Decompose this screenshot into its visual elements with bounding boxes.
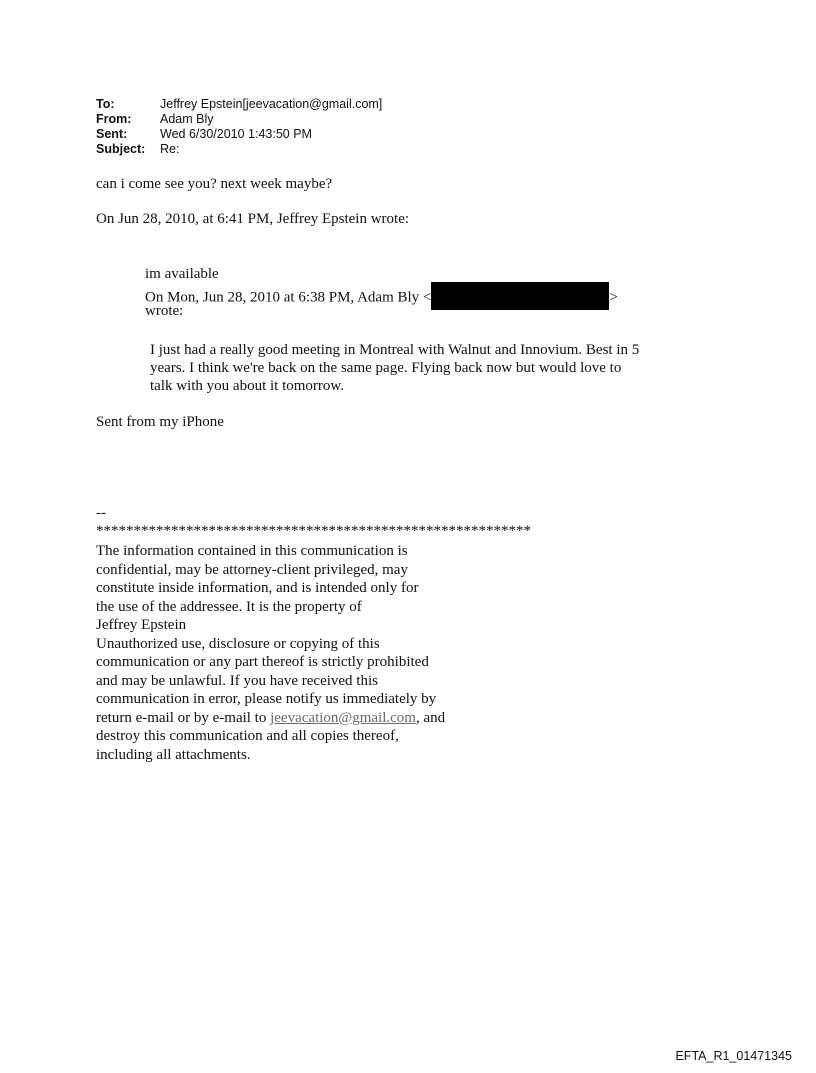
subject-row [96,142,382,157]
document-id: EFTA_R1_01471345 [675,1049,792,1063]
disclaimer-line: including all attachments. [96,746,251,763]
email-prefix: return e-mail or by e-mail to [96,709,271,726]
disclaimer-line: and may be unlawful. If you have received this [96,672,378,689]
redaction-box [431,282,609,310]
to-row [96,97,382,112]
disclaimer-line: communication or any part thereof is strictly prohibited [96,654,429,670]
sent-row [96,127,382,142]
disclaimer-line: constitute inside information, and is intended only for [96,580,419,596]
email-open-bracket: < [422,289,432,306]
disclaimer-line [96,709,445,728]
from-row [96,112,382,127]
quote-intro: On Jun 28, 2010, at 6:41 PM, Jeffrey Epstein wrote: [96,211,410,227]
disclaimer-line: Unauthorized use, disclosure or copying of this [96,635,380,652]
signature: Sent from my iPhone [96,414,224,430]
subject-value: Re: [160,142,180,156]
disclaimer-line: the use of the addressee. It is the property of [96,598,362,615]
inner-line-1: I just had a really good meeting in Montreal with Walnut and Innovium. Best in 5 [150,342,640,358]
email-suffix: , and [415,709,446,726]
inner-line-2: years. I think we're back on the same page. Flying back now but would love to [150,360,622,376]
disclaimer-line: confidential, may be attorney-client privileged, may [96,561,408,578]
footer-stars: ********************************************************** [96,523,531,539]
disclaimer-line: Jeffrey Epstein [96,617,187,633]
sent-label: Sent: [96,127,128,141]
sent-value: Wed 6/30/2010 1:43:50 PM [160,127,312,141]
reply-line-3: wrote: [145,303,184,319]
disclaimer-line: The information contained in this communication is [96,543,408,559]
email-header [96,97,382,157]
from-value: Adam Bly [160,112,214,126]
body-line-1: can i come see you? next week maybe? [96,176,333,192]
from-label: From: [96,112,132,126]
footer-dashes: -- [96,505,106,521]
to-value: Jeffrey Epstein[jeevacation@gmail.com] [160,97,383,111]
email-close-bracket: > [609,289,618,306]
disclaimer-block [96,542,445,764]
reply-line-1: im available [145,266,219,282]
to-label: To: [96,97,115,111]
disclaimer-line: communication in error, please notify us immediately by [96,691,437,707]
reply-attribution: On Mon, Jun 28, 2010 at 6:38 PM, Adam Bly [145,289,420,306]
reply-line-2 [145,284,618,312]
disclaimer-line: destroy this communication and all copies thereof, [96,728,399,744]
inner-line-3: talk with you about it tomorrow. [150,378,345,394]
subject-label: Subject: [96,142,146,156]
email-link[interactable]: jeevacation@gmail.com [270,709,416,726]
